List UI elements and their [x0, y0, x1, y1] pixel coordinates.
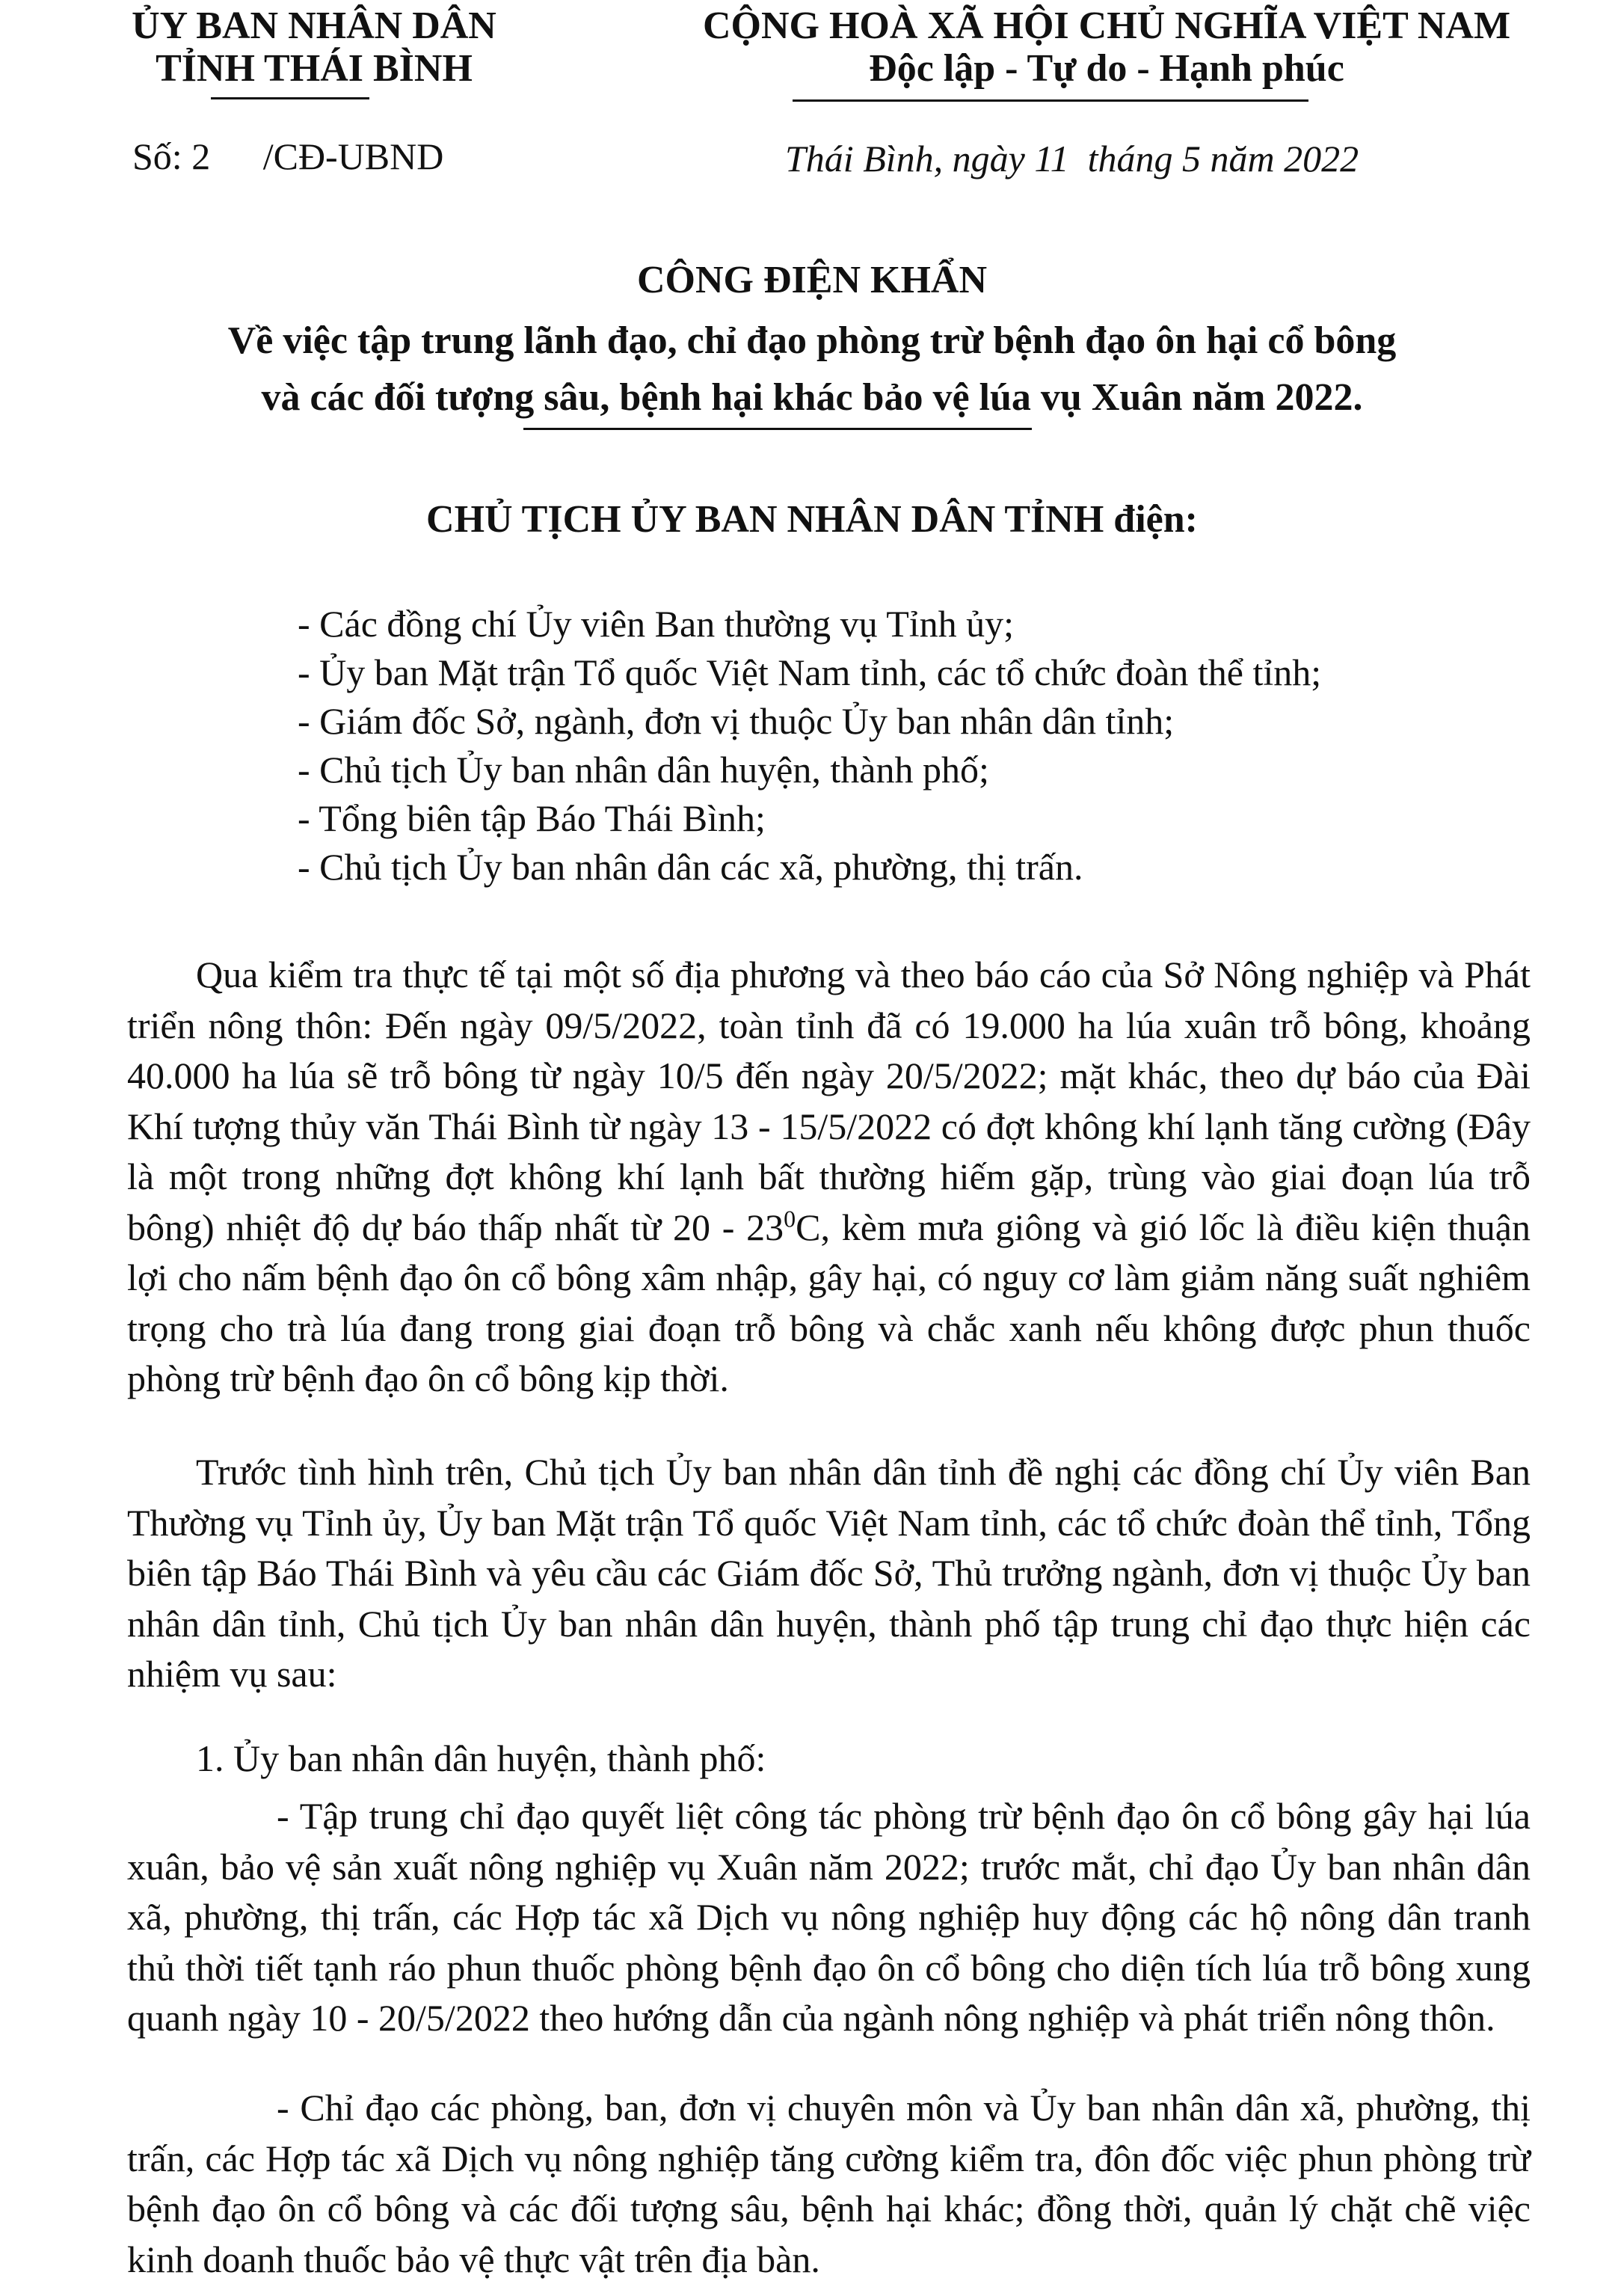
subject-line-1: Về việc tập trung lãnh đạo, chỉ đạo phòng trừ bệnh đạo ôn hại cổ bông: [227, 319, 1397, 362]
motto-underline: [793, 99, 1308, 102]
p1-text-a: Qua kiểm tra thực tế tại một số địa phương và theo báo cáo của Sở Nông nghiệp và Phát triển nông thôn: Đến ngày 09/5/2022, toàn tỉnh đã có 19.000 ha lúa xuân trỗ bông, khoảng 40.000 ha lúa sẽ trỗ bông từ ngày 10/5 đến ngày 20/5/2022; mặt khác, theo dự báo của Đài Khí tượng thủy văn Thái Bình từ ngày 13 - 15/5/2022 có đợt không khí lạnh tăng cường (Đây là một trong những đợt không khí lạnh bất thường hiếm gặp, trùng vào giai đoạn lúa trỗ bông) nhiệt độ dự báo thấp nhất từ 20 - 23: [127, 954, 1531, 1248]
number-label: Số:: [132, 135, 182, 177]
recipient-item: - Chủ tịch Ủy ban nhân dân các xã, phường, thị trấn.: [298, 846, 1083, 888]
place-date: [785, 137, 1359, 180]
body-paragraph-1: [127, 950, 1531, 1405]
recipient-item: - Chủ tịch Ủy ban nhân dân huyện, thành phố;: [298, 749, 989, 791]
place-date-prefix: Thái Bình, ngày: [785, 138, 1025, 179]
sender-line: CHỦ TỊCH ỦY BAN NHÂN DÂN TỈNH điện:: [426, 498, 1198, 541]
recipient-item: - Tổng biên tập Báo Thái Bình;: [298, 797, 766, 839]
date-year-label: năm: [1210, 138, 1275, 179]
date-day: 11: [1034, 138, 1069, 179]
recipient-item: - Các đồng chí Ủy viên Ban thường vụ Tỉnh ủy;: [298, 603, 1015, 645]
date-year: 2022: [1284, 138, 1359, 179]
number-suffix: /CĐ-UBND: [262, 135, 444, 177]
national-motto: Độc lập - Tự do - Hạnh phúc: [869, 47, 1344, 90]
agency-name: ỦY BAN NHÂN DÂN: [132, 4, 496, 47]
document-type: CÔNG ĐIỆN KHẨN: [636, 259, 988, 301]
document-number: [132, 135, 443, 178]
body-paragraph-2: Trước tình hình trên, Chủ tịch Ủy ban nhân dân tỉnh đề nghị các đồng chí Ủy viên Ban Thường vụ Tỉnh ủy, Ủy ban Mặt trận Tổ quốc Việt Nam tỉnh, các tổ chức đoàn thể tỉnh, Tổng biên tập Báo Thái Bình và yêu cầu các Giám đốc Sở, Thủ trưởng ngành, đơn vị thuộc Ủy ban nhân dân tỉnh, Chủ tịch Ủy ban nhân dân huyện, thành phố tập trung chỉ đạo thực hiện các nhiệm vụ sau:: [127, 1451, 1531, 1695]
item-1-heading: 1. Ủy ban nhân dân huyện, thành phố:: [196, 1737, 766, 1779]
recipient-item: - Giám đốc Sở, ngành, đơn vị thuộc Ủy ban nhân dân tỉnh;: [298, 700, 1175, 742]
number-value: 2: [191, 135, 211, 177]
agency-province: TỈNH THÁI BÌNH: [156, 47, 473, 90]
item-1-bullet-2: - Chỉ đạo các phòng, ban, đơn vị chuyên môn và Ủy ban nhân dân xã, phường, thị trấn, các Hợp tác xã Dịch vụ nông nghiệp tăng cường kiểm tra, đôn đốc việc phun phòng trừ bệnh đạo ôn cổ bông và các đối tượng sâu, bệnh hại khác; đồng thời, quản lý chặt chẽ việc kinh doanh thuốc bảo vệ thực vật trên địa bàn.: [127, 2087, 1531, 2280]
recipient-item: - Ủy ban Mặt trận Tổ quốc Việt Nam tỉnh, các tổ chức đoàn thể tỉnh;: [298, 651, 1322, 693]
national-title: CỘNG HOÀ XÃ HỘI CHỦ NGHĨA VIỆT NAM: [702, 4, 1511, 47]
item-1-bullet-1: - Tập trung chỉ đạo quyết liệt công tác phòng trừ bệnh đạo ôn cổ bông gây hại lúa xuân, bảo vệ sản xuất nông nghiệp vụ Xuân năm 2022; trước mắt, chỉ đạo Ủy ban nhân dân xã, phường, thị trấn, các Hợp tác xã Dịch vụ nông nghiệp huy động các hộ nông dân tranh thủ thời tiết tạnh ráo phun thuốc phòng bệnh đạo ôn cổ bông cho diện tích lúa trỗ bông xung quanh ngày 10 - 20/5/2022 theo hướng dẫn của ngành nông nghiệp và phát triển nông thôn.: [127, 1795, 1531, 2039]
subject-underline: [523, 428, 1032, 430]
agency-underline: [211, 97, 369, 99]
date-month-label: tháng: [1087, 138, 1173, 179]
p1-text-b: C, kèm mưa giông và gió lốc là điều kiện thuận lợi cho nấm bệnh đạo ôn cổ bông xâm nhập, gây hại, có nguy cơ làm giảm năng suất nghiêm trọng cho trà lúa đang trong giai đoạn trỗ bông và chắc xanh nếu không được phun thuốc phòng trừ bệnh đạo ôn cổ bông kịp thời.: [127, 1206, 1531, 1399]
subject-line-2: và các đối tượng sâu, bệnh hại khác bảo vệ lúa vụ Xuân năm 2022.: [261, 376, 1363, 419]
date-month: 5: [1182, 138, 1202, 179]
degree-superscript: 0: [784, 1204, 796, 1232]
